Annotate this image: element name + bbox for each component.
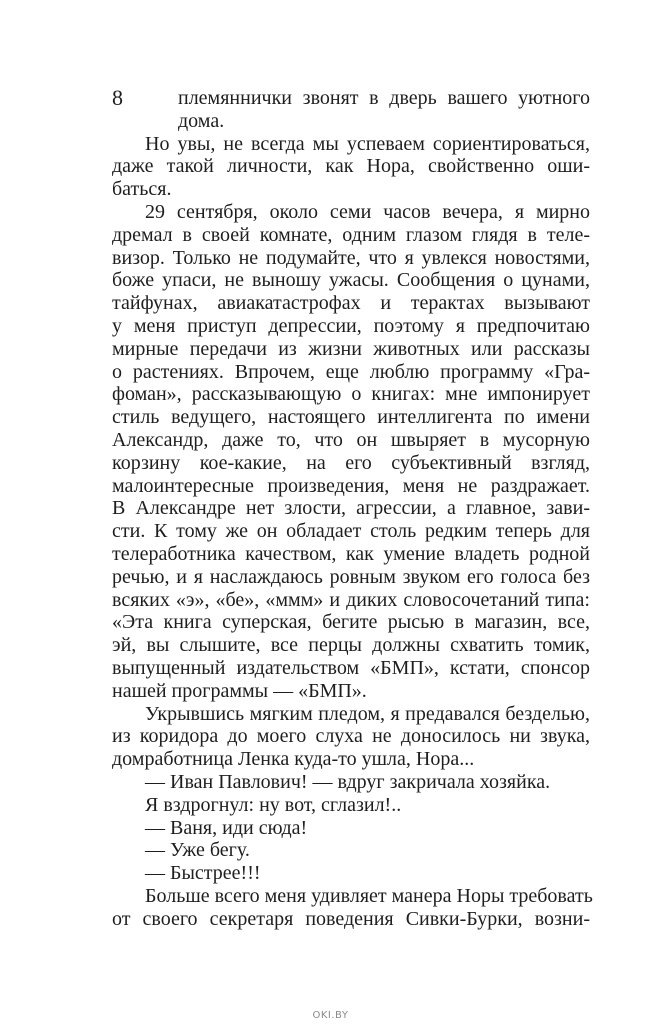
text-line: племяннички звонят в дверь вашего уютного	[178, 87, 590, 109]
text-line: Александр, даже то, что он швыряет в мусорную	[112, 428, 590, 451]
text-line: выпущенный издательством «БМП», кстати, спонсор	[112, 656, 590, 679]
paragraph	[112, 201, 590, 703]
text-line: фоман», рассказывающую о книгах: мне импонирует	[112, 383, 590, 406]
text-line: мирные передачи из жизни животных или рассказы	[112, 337, 590, 360]
text-line: 29 сентября, около семи часов вечера, я мирно	[145, 200, 590, 223]
text-line: сти. К тому же он обладает столь редким теперь для	[112, 520, 590, 543]
text-line: Больше всего меня удивляет манера Норы требовать	[145, 884, 593, 907]
text-line: домработница Ленка куда-то ушла, Нора...	[112, 748, 475, 771]
text-line: от своего секретаря поведения Сивки-Бурки, возни-	[112, 907, 590, 930]
text-line: речью, и я наслаждаюсь ровным звуком его голоса без	[112, 565, 590, 588]
text-line: дома.	[178, 109, 225, 132]
paragraph	[112, 862, 590, 885]
paragraph	[112, 817, 590, 840]
text-line: В Александре нет злости, агрессии, а главное, зави-	[112, 497, 590, 520]
text-line: боже упаси, не выношу ужасы. Сообщения о цунами,	[112, 269, 590, 292]
text-line: Но увы, не всегда мы успеваем сориентироваться,	[145, 132, 590, 155]
text-line: о растениях. Впрочем, еще люблю программу «Гра-	[112, 360, 590, 383]
text-line: нашей программы — «БМП».	[112, 679, 367, 702]
paragraph	[112, 771, 590, 794]
text-line: — Ваня, иди сюда!	[145, 816, 308, 839]
text-line: телеработника качеством, как умение владеть родной	[112, 542, 590, 565]
text-line: даже такой личности, как Нора, свойственно оши-	[112, 155, 590, 178]
text-line: визор. Только не подумайте, что я увлекся новостями,	[112, 246, 590, 269]
text-line: у меня приступ депрессии, поэтому я предпочитаю	[112, 314, 590, 337]
paragraph	[112, 133, 590, 201]
text-line: баться.	[112, 178, 172, 201]
page-number: 8	[112, 85, 123, 110]
text-line: Укрывшись мягким пледом, я предавался безделью,	[145, 702, 590, 725]
paragraph	[112, 839, 590, 862]
text-line: «Эта книга суперская, бегите рысью в магазин, все,	[112, 611, 590, 634]
paragraph	[112, 884, 593, 931]
text-line: всяких «э», «бе», «ммм» и диких словосочетаний типа:	[112, 588, 590, 611]
paragraph	[112, 703, 590, 771]
book-page-text	[112, 87, 593, 930]
text-line: корзину кое-какие, на его субъективный взгляд,	[112, 451, 590, 474]
text-line: — Иван Павлович! — вдруг закричала хозяйка.	[145, 770, 551, 793]
watermark: OKI.BY	[312, 1010, 349, 1021]
text-line: Я вздрогнул: ну вот, сглазил!..	[145, 793, 402, 816]
text-line: малоинтересные произведения, меня не раздражает.	[112, 474, 590, 497]
text-line: — Быстрее!!!	[145, 862, 261, 885]
paragraph	[112, 87, 590, 133]
text-line: тайфунах, авиакатастрофах и терактах вызывают	[112, 292, 590, 315]
text-line: — Уже бегу.	[145, 839, 250, 862]
text-line: стиль ведущего, настоящего интеллигента по имени	[112, 406, 590, 429]
text-line: дремал в своей комнате, одним глазом глядя в теле-	[112, 223, 590, 246]
text-line: эй, вы слышите, все перцы должны схватить томик,	[112, 634, 590, 657]
paragraph	[112, 794, 590, 817]
text-line: из коридора до моего слуха не доносилось ни звука,	[112, 725, 590, 748]
